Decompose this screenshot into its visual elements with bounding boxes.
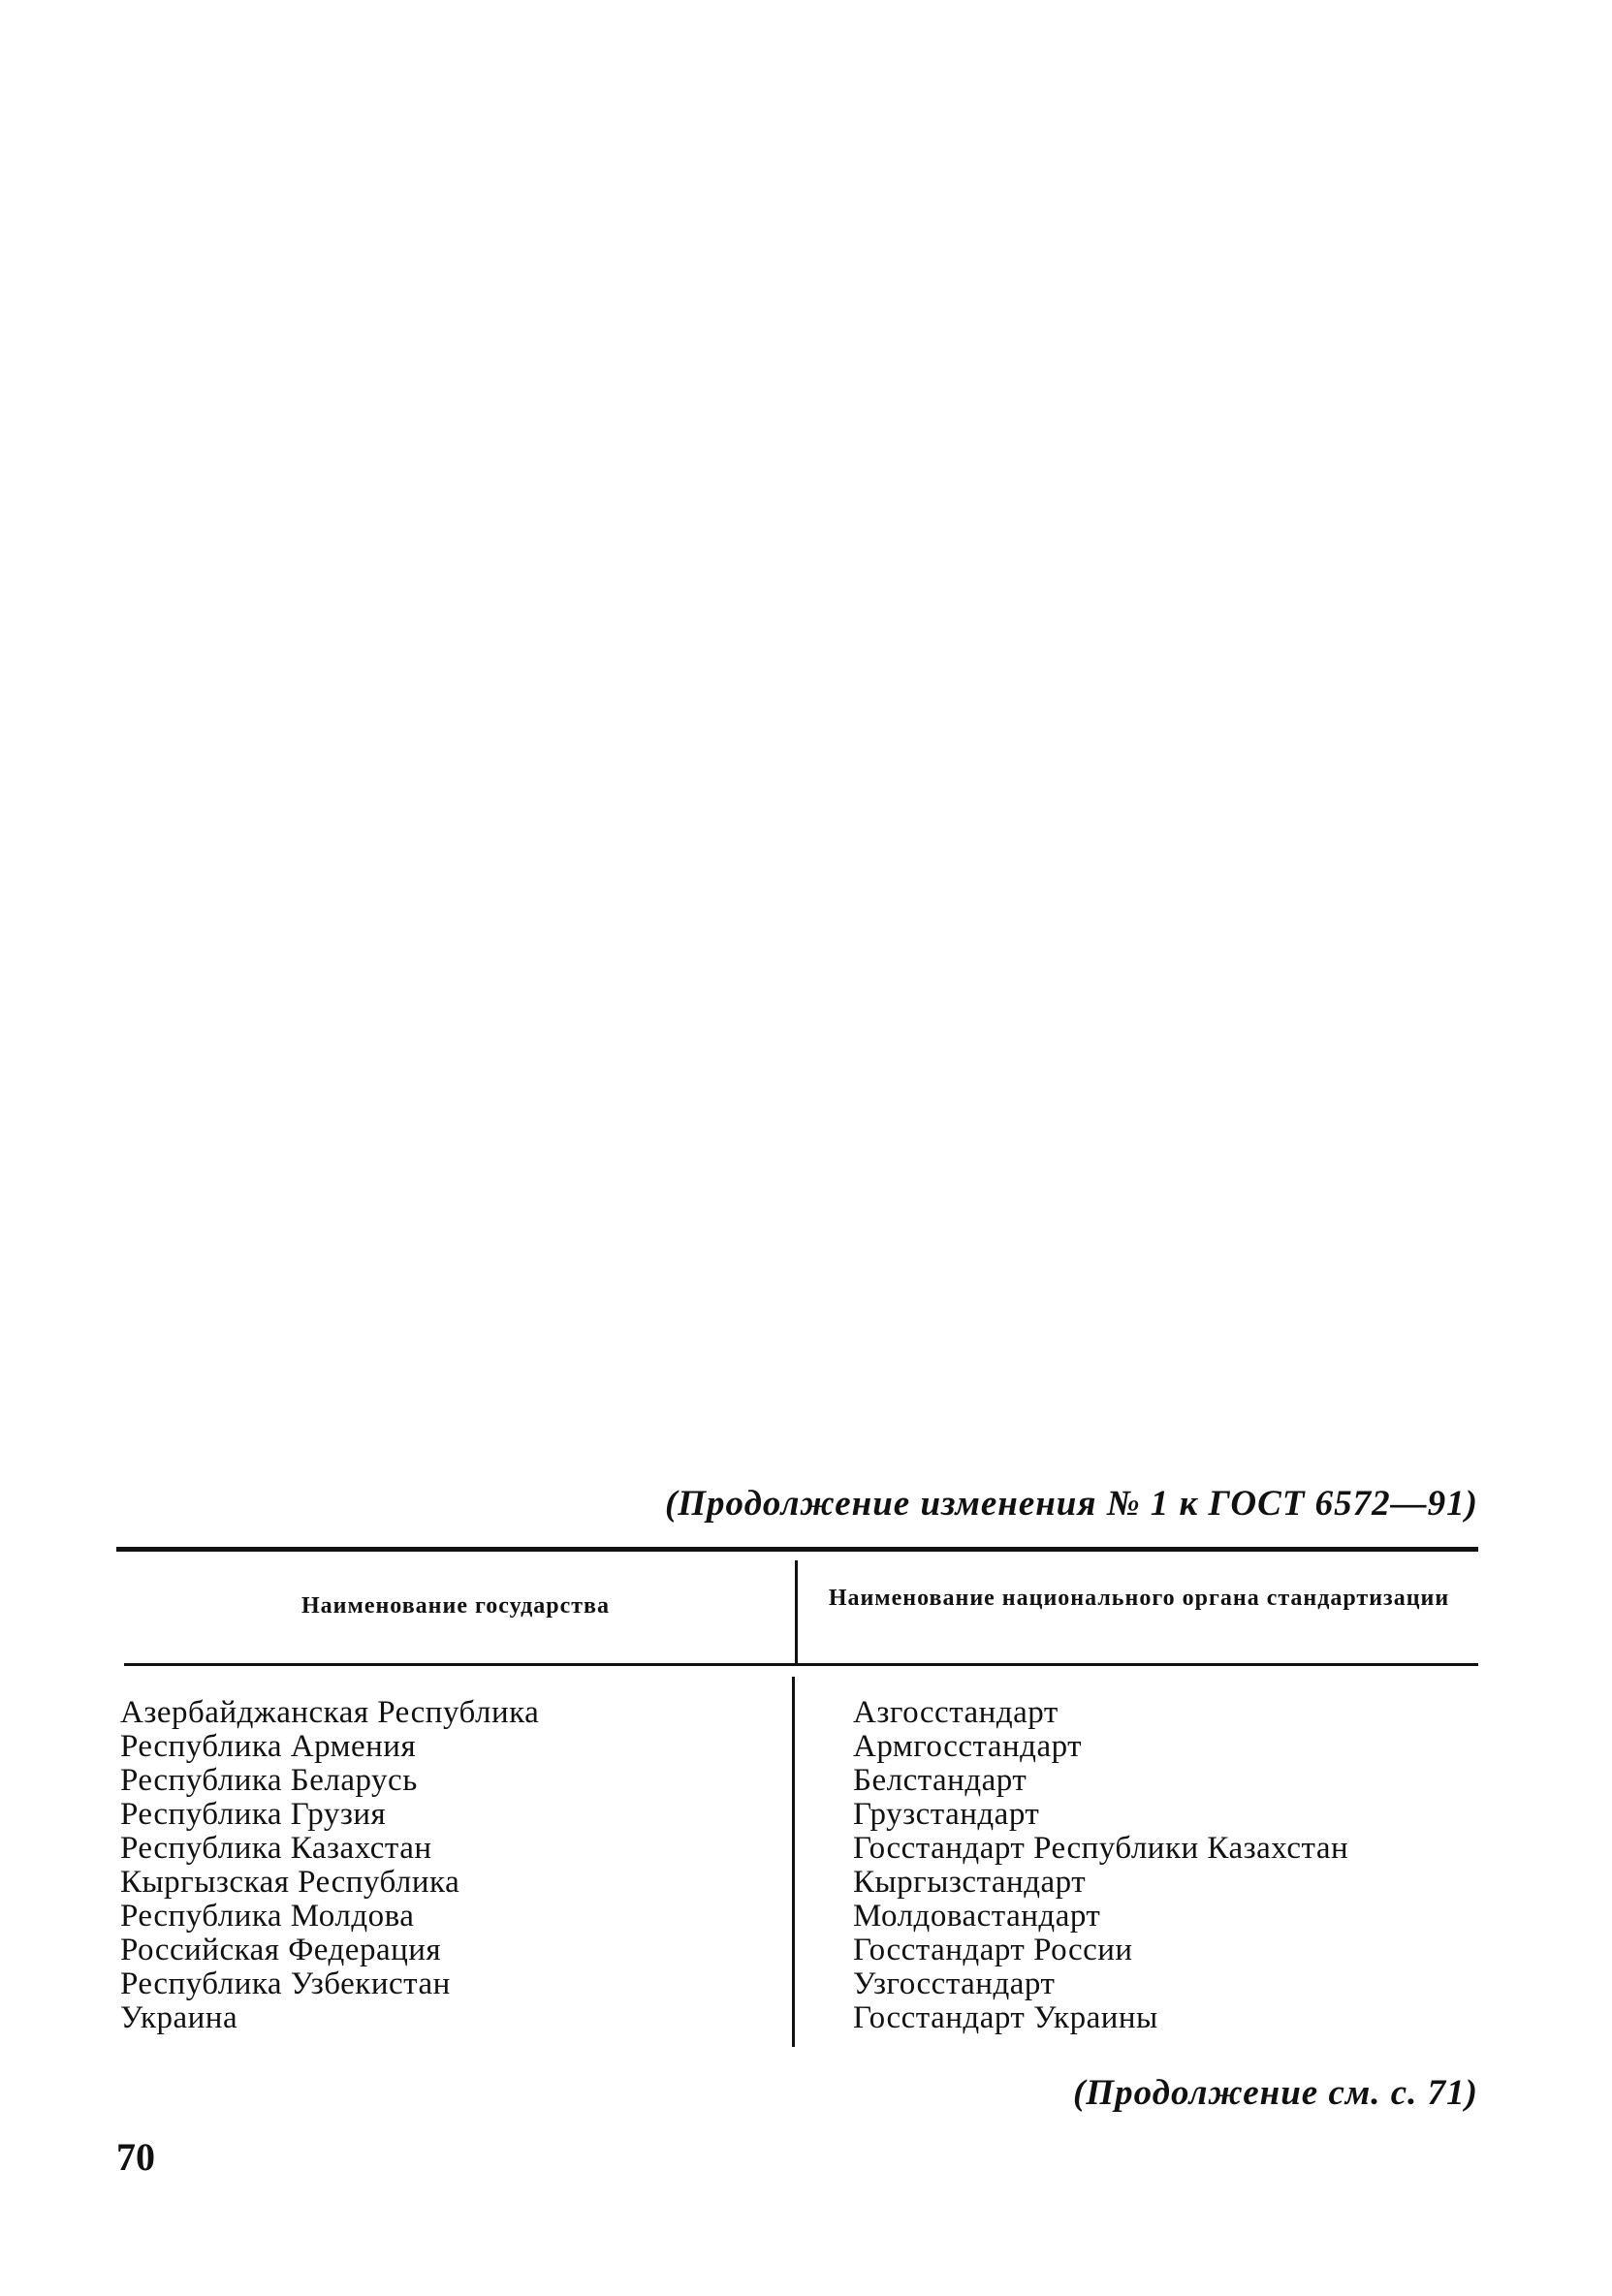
header-column-divider — [795, 1560, 798, 1663]
continuation-note-top: (Продолжение изменения № 1 к ГОСТ 6572—91) — [664, 1484, 1478, 1524]
standards-body-cell: Госстандарт Украины — [853, 2000, 1158, 2035]
body-column-divider — [792, 1677, 795, 2047]
table-top-rule — [116, 1547, 1478, 1552]
standards-body-cell: Молдовастандарт — [853, 1899, 1101, 1934]
standards-body-cell: Грузстандарт — [853, 1797, 1040, 1832]
page-number: 70 — [116, 2135, 155, 2179]
standards-body-cell: Госстандарт России — [853, 1933, 1133, 1967]
state-names-column — [120, 1696, 539, 2035]
table-header-rule — [124, 1663, 1478, 1666]
standards-body-cell: Армгосстандарт — [853, 1729, 1083, 1764]
header-state-name: Наименование государства — [300, 1593, 610, 1619]
state-name-cell: Азербайджанская Республика — [120, 1695, 540, 1730]
standards-body-cell: Госстандарт Республики Казахстан — [853, 1831, 1349, 1866]
state-name-cell: Украина — [120, 2000, 238, 2035]
state-name-cell: Республика Молдова — [120, 1899, 415, 1934]
state-name-cell: Российская Федерация — [120, 1933, 442, 1967]
continuation-note-bottom: (Продолжение см. с. 71) — [1072, 2073, 1478, 2113]
standards-table — [116, 1547, 1478, 2053]
state-name-cell: Кыргызская Республика — [120, 1865, 460, 1900]
standards-body-cell: Узгосстандарт — [853, 1966, 1056, 2001]
standards-bodies-column — [853, 1696, 1348, 2035]
state-name-cell: Республика Беларусь — [120, 1763, 418, 1798]
state-name-cell: Республика Казахстан — [120, 1831, 432, 1866]
state-name-cell: Республика Армения — [120, 1729, 417, 1764]
standards-body-cell: Кыргызстандарт — [853, 1865, 1087, 1900]
header-standards-body: Наименование национального органа стандартизации — [828, 1586, 1450, 1611]
state-name-cell: Республика Грузия — [120, 1797, 387, 1832]
standards-body-cell: Белстандарт — [853, 1763, 1027, 1798]
standards-body-cell: Азгосстандарт — [853, 1695, 1059, 1730]
state-name-cell: Республика Узбекистан — [120, 1966, 451, 2001]
